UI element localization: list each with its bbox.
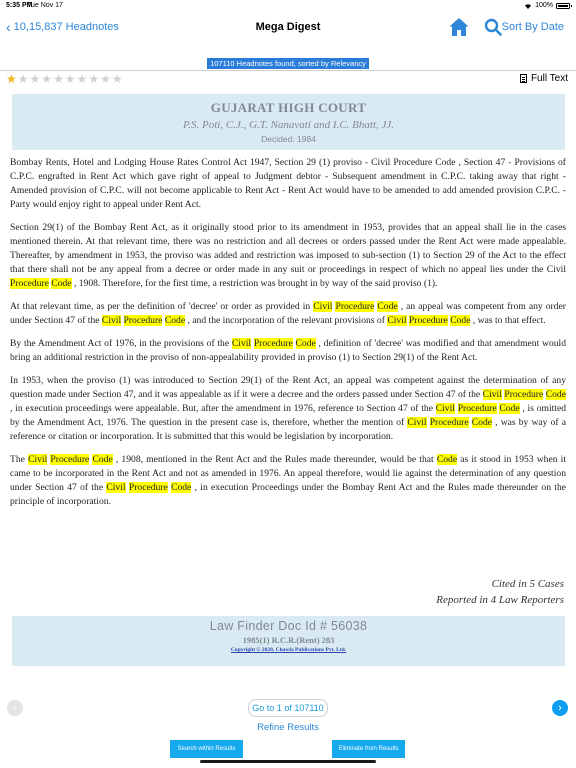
star-icon[interactable]: ★ [17, 72, 29, 86]
star-rating[interactable] [6, 72, 123, 86]
page-title: Mega Digest [255, 21, 321, 33]
court-header [12, 94, 565, 150]
wifi-icon [524, 3, 532, 9]
search-highlight: Procedure [50, 454, 90, 465]
home-icon[interactable] [448, 16, 470, 38]
full-text-button[interactable] [520, 73, 568, 84]
doc-id-panel [12, 616, 565, 666]
search-highlight: Civil [435, 403, 455, 414]
search-highlight: Code [436, 454, 458, 465]
search-highlight: Procedure [457, 403, 497, 414]
copyright-link[interactable]: Copyright © 2020, Chawla Publications Pvt. Ltd. [230, 647, 347, 653]
status-bar [0, 0, 576, 12]
search-highlight: Civil [101, 315, 122, 326]
search-highlight: Code [471, 417, 493, 428]
search-highlight: Procedure [408, 315, 448, 326]
search-highlight: Code [171, 482, 192, 493]
chevron-right-circle-icon: › [558, 702, 562, 714]
headnote-paragraph: In 1953, when the proviso (1) was introduced to Section 29(1) of the Rent Act, an appeal was competent against the determination of any question made under Section 47, and it was appealable as if it were a decree and the orders passed under Section 47 of the Civil Procedure Code , in execution proceedings were appealable. But, after the amendment in 1976, reference to Section 47 of the Civil Procedure Code , is omitted by the Amendment Act, 1976. The question in the present case is, therefore, whether the mention of Civil Procedure Code , was by way of a reference or citation or incorporation. It is submitted that this would be legislation by incorporation. [10, 375, 566, 442]
star-icon[interactable]: ★ [41, 72, 53, 86]
headnote-paragraph: By the Amendment Act of 1976, in the provisions of the Civil Procedure Code , definition of 'decree' was modified and that amendment would bring an additional restriction in the proviso of non-appealability provided in proviso (1) to Section 29(1) of the Rent Act. [10, 338, 567, 363]
search-highlight: Procedure [128, 482, 168, 493]
search-highlight: Code [499, 403, 520, 414]
star-icon[interactable]: ★ [100, 72, 111, 86]
search-within-results-button[interactable]: Search within Results [170, 740, 243, 758]
headnote-paragraph: Section 29(1) of the Bombay Rent Act, as it originally stood prior to its amendment in 1953, provides that an appeal shall lie in the cases mentioned therein. At that relevant time, there was no restriction and all decrees or orders passed under the Rent Act were made appealable. Thereafter, by amendment in 1953, the proviso was added and restriction was imposed to sub-section (1) to Section 29 of the Act to the effect that there shall not be any appeal from a decree or order made in any suit or proceedings in respect of which no appeal lies under the Civil Procedure Code , 1908. Therefore, for the first time, a restriction was brought in by way of the said proviso (1). [10, 222, 566, 289]
search-highlight: Code [377, 301, 398, 312]
back-label: 10,15,837 Headnotes [13, 21, 119, 33]
chevron-left-circle-icon: ‹ [13, 702, 17, 714]
search-highlight: Code [51, 278, 72, 289]
star-icon[interactable]: ★ [88, 72, 100, 86]
status-date: Tue Nov 17 [27, 2, 63, 9]
search-highlight: Procedure [504, 389, 544, 400]
document-icon [520, 74, 527, 83]
home-indicator[interactable] [200, 760, 376, 763]
star-icon[interactable]: ★ [53, 72, 64, 86]
full-text-label: Full Text [530, 73, 568, 84]
battery-percent: 100% [535, 2, 553, 9]
search-icon[interactable] [484, 18, 502, 36]
star-icon[interactable]: ★ [64, 72, 76, 86]
eliminate-from-results-button[interactable]: Eliminate from Results [332, 740, 405, 758]
battery-icon [556, 3, 570, 9]
citation-info [436, 576, 564, 608]
cited-in[interactable]: Cited in 5 Cases [491, 578, 564, 590]
status-right [524, 2, 570, 9]
star-icon[interactable]: ★ [29, 72, 41, 86]
results-badge: 107110 Headnotes found, sorted by Relevancy [207, 58, 369, 69]
goto-button[interactable]: Go to 1 of 107110 [248, 699, 328, 717]
doc-citation: 1985(1) R.C.R.(Rent) 283 [242, 635, 335, 645]
search-highlight: Code [92, 454, 113, 465]
search-highlight: Civil [407, 417, 427, 428]
search-highlight: Code [545, 389, 566, 400]
star-icon[interactable]: ★ [76, 72, 88, 86]
nav-bar [0, 12, 576, 44]
search-highlight: Civil [231, 338, 252, 349]
sort-by-date-button[interactable]: Sort By Date [501, 21, 564, 33]
headnote-paragraph: Bombay Rents, Hotel and Lodging House Rates Control Act 1947, Section 29 (1) proviso - Civil Procedure Code , Section 47 - Provisions of C.P.C. engrafted in Rent Act which gave right of appeal to Judgment debtor - Subsequent amendment in C.P.C. taking away that right - Amended provision of C.P.C. will not become applicable to Rent Act - Rent Act would have to be amended to add amended provision C.P.C. - Party would enjoy right to appeal under Rent Act. [10, 157, 566, 210]
status-time: 5:35 PM [6, 2, 33, 9]
court-judges: P.S. Poti, C.J., G.T. Nanavati and I.C. Bhatt, JJ. [182, 119, 395, 131]
results-count [0, 53, 576, 71]
headnote-body [10, 156, 566, 518]
star-icon[interactable]: ★ [111, 72, 123, 86]
next-button[interactable] [552, 700, 568, 716]
chevron-left-icon: ‹ [6, 19, 11, 35]
doc-id: Law Finder Doc Id # 56038 [209, 619, 368, 633]
search-highlight: Procedure [429, 417, 469, 428]
headnote-paragraph: At that relevant time, as per the definition of 'decree' or order as provided in Civil Procedure Code , an appeal was competent from any order under Section 47 of the Civil Procedure Code , and the incorporation of the relevant provisions of Civil Procedure Code , was to that effect. [10, 301, 566, 326]
reported-in[interactable]: Reported in 4 Law Reporters [436, 594, 564, 606]
search-highlight: Code [295, 338, 316, 349]
star-icon[interactable]: ★ [6, 72, 17, 86]
divider [0, 70, 576, 71]
battery-fill [558, 5, 568, 7]
search-highlight: Code [450, 315, 471, 326]
court-name: GUJARAT HIGH COURT [210, 100, 367, 115]
search-highlight: Civil [28, 454, 48, 465]
search-highlight: Civil [106, 482, 126, 493]
search-highlight: Civil [482, 389, 502, 400]
search-highlight: Procedure [123, 315, 163, 326]
search-highlight: Procedure [253, 338, 293, 349]
decided-date: Decided: 1984 [261, 134, 316, 144]
search-highlight: Procedure [335, 301, 375, 312]
search-highlight: Civil [387, 315, 407, 326]
search-highlight: Civil [313, 301, 333, 312]
search-highlight: Code [164, 315, 186, 326]
refine-results-button[interactable]: Refine Results [257, 722, 319, 733]
prev-button[interactable] [7, 700, 23, 716]
headnote-paragraph: The Civil Procedure Code , 1908, mentioned in the Rent Act and the Rules made thereunder, would be that Code as it stood in 1953 when it came to be incorporated in the Rent Act and not as amended in 1976. An appeal therefore, would lie against the determination of any question under Section 47 of the Civil Procedure Code , in execution Proceedings under the Bombay Rent Act and the Rules made thereunder on the principle of incorporation. [10, 454, 567, 507]
search-highlight: Procedure [10, 278, 49, 289]
